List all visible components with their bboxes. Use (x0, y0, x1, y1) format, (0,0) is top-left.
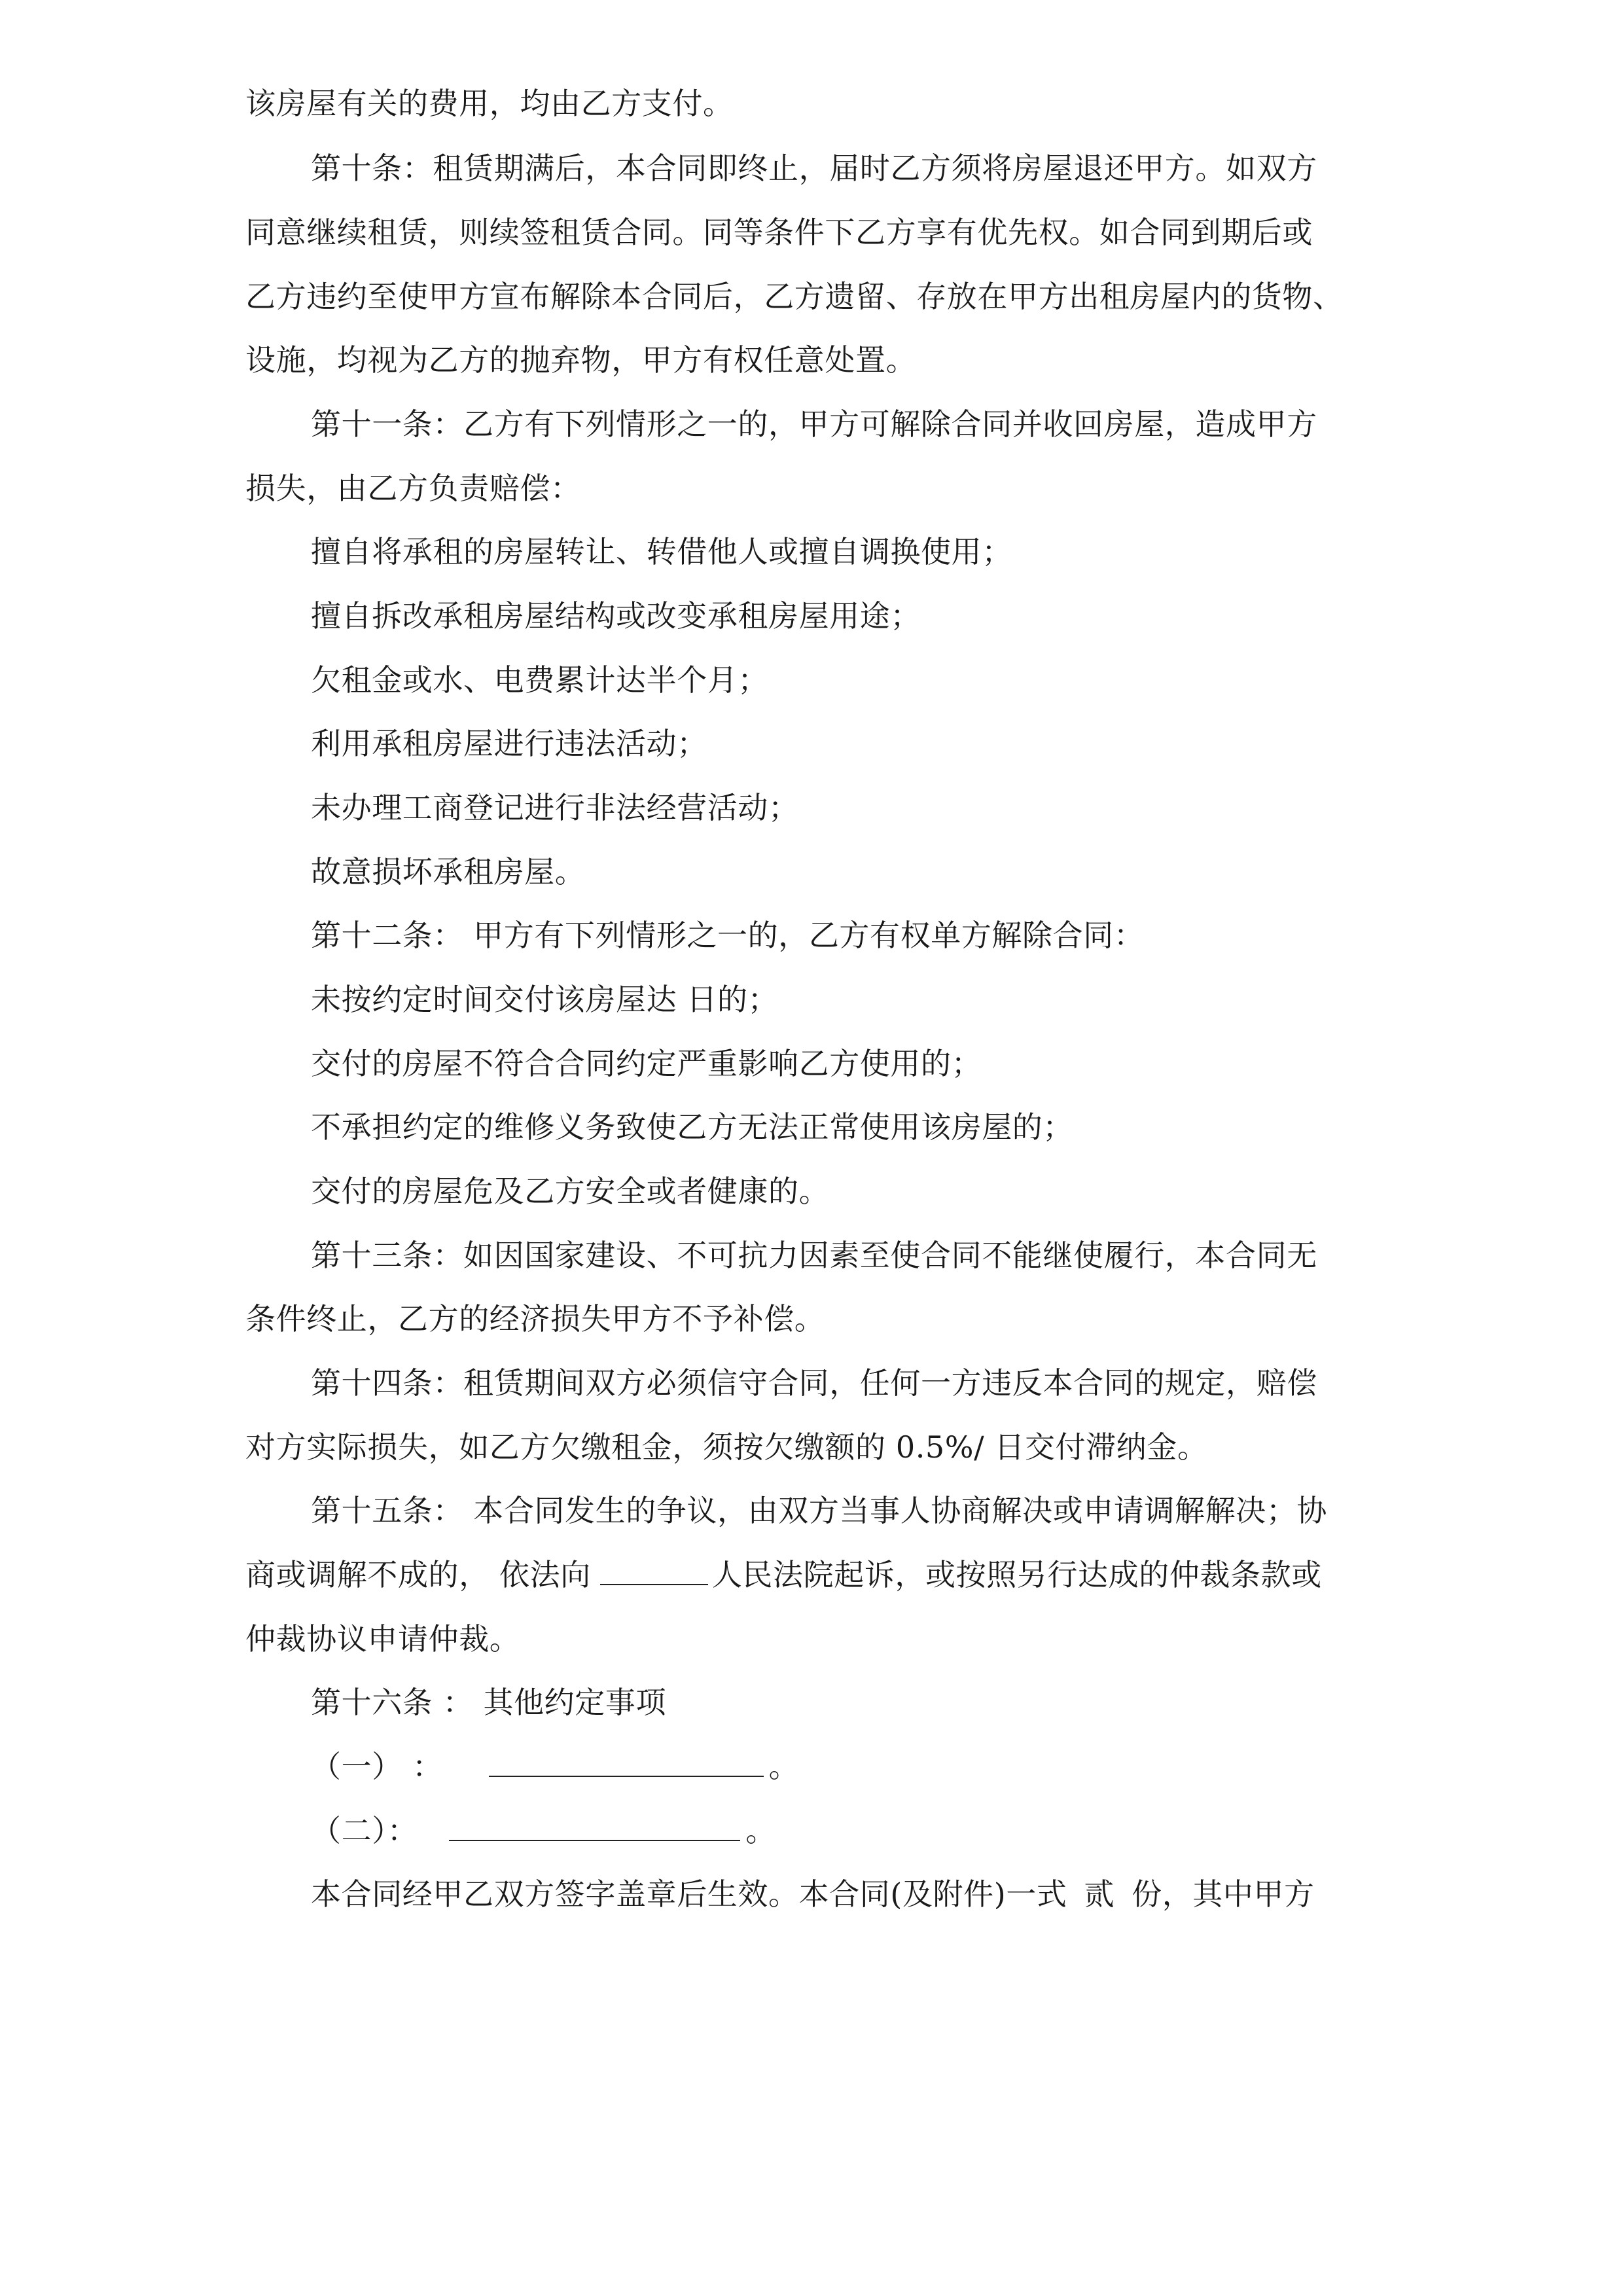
copy-count: 贰 (1084, 1876, 1115, 1912)
article-16-heading-line: 第十六条 ： 其他约定事项 (311, 1685, 667, 1720)
article-13-heading-line: 第十三条：如因国家建设、不可抗力因素至使合同不能继使履行，本合同无 (311, 1238, 1317, 1273)
final-clause-suffix: 份，其中甲方 (1132, 1876, 1315, 1912)
list-item: 不承担约定的维修义务致使乙方无法正常使用该房屋的； (311, 1109, 1073, 1145)
article-15-heading-line: 第十五条： 本合同发生的争议，由双方当事人协商解决或申请调解解决；协 (311, 1493, 1328, 1528)
court-clause-line (245, 1555, 1322, 1594)
paragraph-line: 同意继续租赁，则续签租赁合同。同等条件下乙方享有优先权。如合同到期后或 (245, 215, 1313, 250)
final-clause-line (311, 1874, 1315, 1914)
list-item: 欠租金或水、电费累计达半个月； (311, 662, 768, 698)
article-12-heading-line: 第十二条： 甲方有下列情形之一的，乙方有权单方解除合同： (311, 918, 1145, 953)
paragraph-line: 设施，均视为乙方的抛弃物，甲方有权任意处置。 (245, 342, 917, 378)
article-14-heading-line: 第十四条：租赁期间双方必须信守合同，任何一方违反本合同的规定，赔偿 (311, 1365, 1317, 1401)
other-item-2-label: （二）： (311, 1813, 418, 1848)
other-item-2-line (311, 1811, 776, 1850)
list-item: 利用承租房屋进行违法活动； (311, 726, 707, 761)
paragraph-line: 仲裁协议申请仲裁。 (245, 1621, 520, 1657)
paragraph-line: 损失，由乙方负责赔偿： (245, 471, 581, 506)
article-11-heading-line: 第十一条：乙方有下列情形之一的，甲方可解除合同并收回房屋，造成甲方 (311, 406, 1317, 442)
paragraph-line: 乙方违约至使甲方宣布解除本合同后，乙方遗留、存放在甲方出租房屋内的货物、 (245, 279, 1344, 314)
other-item-2-end: 。 (745, 1813, 777, 1848)
final-clause-prefix: 本合同经甲乙双方签字盖章后生效。本合同(及附件)一式 (311, 1876, 1067, 1912)
list-item: 交付的房屋危及乙方安全或者健康的。 (311, 1174, 830, 1209)
other-item-1-blank (489, 1751, 764, 1777)
list-item: 未办理工商登记进行非法经营活动； (311, 790, 799, 825)
list-item: 擅自拆改承租房屋结构或改变承租房屋用途； (311, 598, 921, 634)
list-item: 交付的房屋不符合合同约定严重影响乙方使用的； (311, 1046, 982, 1081)
other-item-2-blank (449, 1815, 740, 1841)
paragraph-line: 条件终止，乙方的经济损失甲方不予补偿。 (245, 1301, 825, 1336)
article-10-heading-line: 第十条：租赁期满后，本合同即终止，届时乙方须将房屋退还甲方。如双方 (311, 151, 1317, 186)
court-clause-prefix: 商或调解不成的， 依法向 (245, 1557, 591, 1592)
list-item: 擅自将承租的房屋转让、转借他人或擅自调换使用； (311, 534, 1012, 569)
paragraph-line: 对方实际损失，如乙方欠缴租金，须按欠缴额的 0.5%/ 日交付滞纳金。 (245, 1429, 1208, 1465)
court-clause-suffix: 人民法院起诉，或按照另行达成的仲裁条款或 (711, 1557, 1322, 1592)
list-item: 未按约定时间交付该房屋达 日的； (311, 982, 779, 1017)
other-item-1-label: （一） ： (311, 1749, 443, 1784)
court-name-blank (600, 1559, 708, 1585)
other-item-1-end: 。 (768, 1749, 800, 1784)
list-item: 故意损坏承租房屋。 (311, 854, 586, 889)
paragraph-line: 该房屋有关的费用，均由乙方支付。 (245, 86, 734, 121)
other-item-1-line (311, 1747, 799, 1786)
